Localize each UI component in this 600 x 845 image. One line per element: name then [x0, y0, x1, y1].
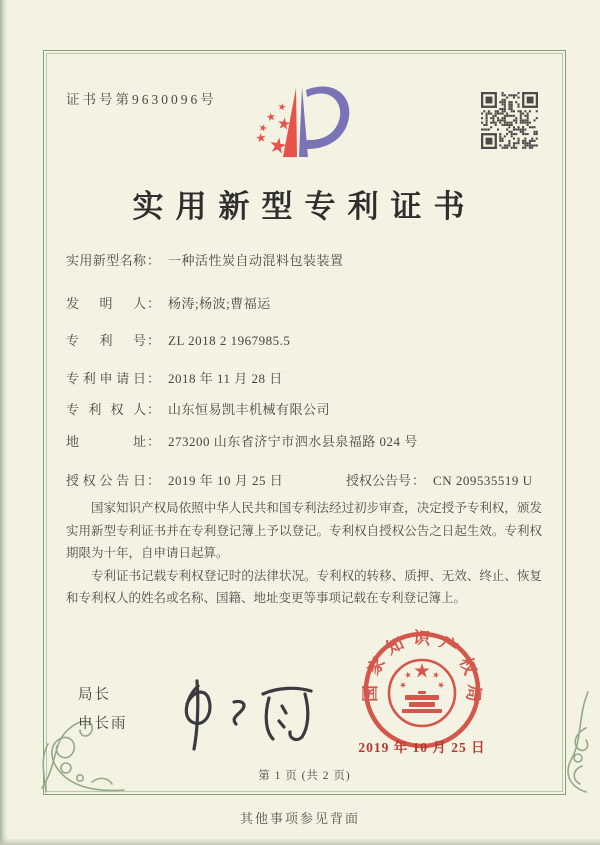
certificate-number: 证书号第9630096号 — [66, 92, 217, 107]
field-row-inventors — [66, 293, 542, 312]
field-colon: ： — [147, 434, 161, 449]
legal-paragraph: 国家知识产权局依照中华人民共和国专利法经过初步审查，决定授予专利权，颁发实用新型专利证书并在专利登记簿上予以登记。专利权自授权公告之日起生效。专利权期限为十年，自申请日起算。 — [66, 501, 542, 560]
scan-edge — [0, 838, 600, 845]
grant-date-label: 授权公告日 — [66, 473, 146, 488]
cnipa-logo-icon — [240, 74, 390, 184]
field-row-patent-number — [66, 330, 542, 349]
seal-date: 2019 年 10 月 25 日 — [358, 740, 486, 755]
field-colon: ： — [147, 402, 161, 417]
field-value: 山东恒易凯丰机械有限公司 — [168, 402, 331, 417]
grant-number-value: CN 209535519 U — [433, 473, 533, 488]
field-colon: ： — [147, 473, 161, 488]
field-row-name — [66, 250, 542, 269]
field-value: 杨涛;杨波;曹福运 — [168, 296, 271, 311]
qr-code — [481, 92, 538, 149]
field-colon: ： — [147, 296, 161, 311]
field-row-address — [66, 431, 542, 450]
field-colon: ： — [147, 253, 161, 268]
field-value: 2018 年 11 月 28 日 — [168, 371, 283, 386]
grant-number-label: 授权公告号 — [346, 473, 412, 488]
field-value: 一种活性炭自动混料包装装置 — [168, 253, 344, 268]
page-number: 第 1 页 (共 2 页) — [258, 770, 351, 782]
grant-date-value: 2019 年 10 月 25 日 — [168, 473, 284, 488]
field-row-filing-date — [66, 368, 542, 387]
field-label: 专利权人 — [66, 402, 146, 417]
scan-edge — [0, 0, 8, 845]
field-colon: ： — [147, 333, 161, 348]
field-colon: ： — [412, 473, 426, 488]
field-label: 专利号 — [66, 333, 146, 348]
grant-number-group — [346, 470, 532, 489]
reverse-side-note: 其他事项参见背面 — [239, 811, 360, 826]
national-emblem-icon — [389, 660, 455, 726]
signer-title: 局长 — [78, 687, 111, 703]
grant-row — [66, 470, 542, 489]
field-label: 发明人 — [66, 296, 146, 311]
field-row-patentee — [66, 399, 542, 418]
signature-icon — [168, 676, 318, 754]
signer-name: 申长雨 — [78, 715, 128, 732]
field-label: 实用新型名称 — [66, 253, 146, 268]
seal-ring-text: 国家知识产权局 — [360, 628, 485, 711]
field-value: 273200 山东省济宁市泗水县泉福路 024 号 — [168, 434, 418, 449]
legal-paragraph: 专利证书记载专利权登记时的法律状况。专利权的转移、质押、无效、终止、恢复和专利权人的姓名或名称、国籍、地址变更等事项记载在专利登记簿上。 — [66, 568, 542, 605]
field-label: 专利申请日 — [66, 371, 146, 386]
signer-block — [78, 688, 128, 731]
field-value: ZL 2018 2 1967985.5 — [168, 333, 291, 348]
certificate-title: 实用新型专利证书 — [132, 189, 477, 224]
field-colon: ： — [147, 371, 161, 386]
legal-text — [66, 497, 542, 610]
field-label: 地址 — [66, 434, 146, 449]
